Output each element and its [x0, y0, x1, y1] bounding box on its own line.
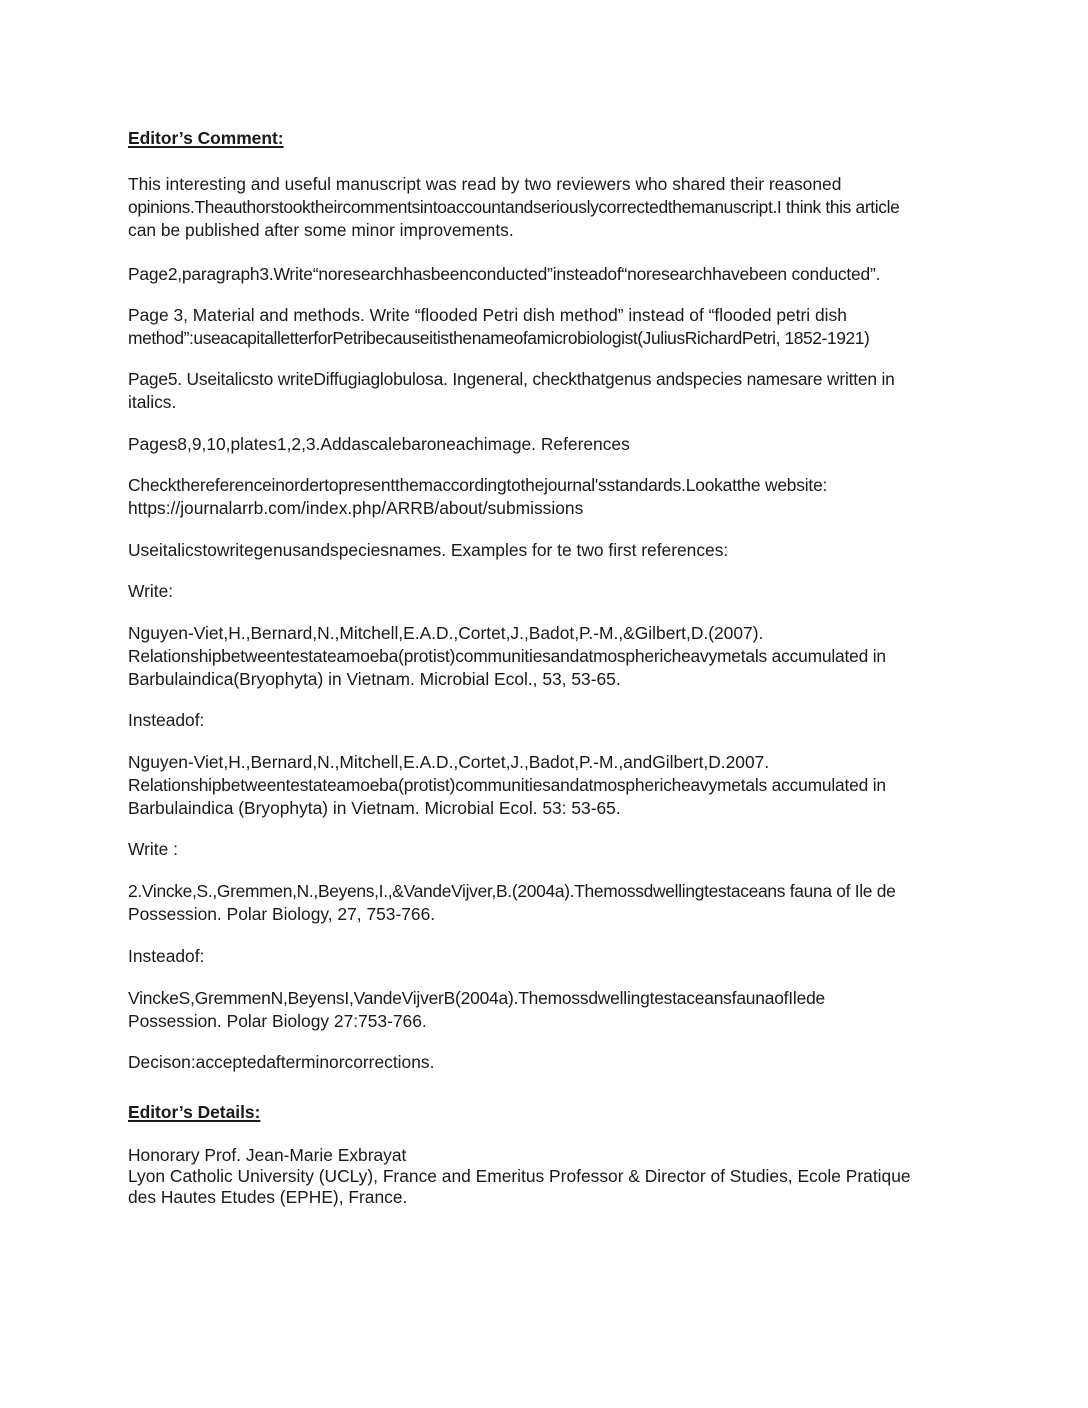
page5-line-1: Page5. Useitalicsto writeDiffugiaglobulosa. Ingeneral, checkthatgenus andspecies namesare written in: [128, 369, 895, 389]
pages8-line: Pages8,9,10,plates1,2,3.Addascalebaroneachimage. References: [128, 434, 630, 454]
ref1-correct-line-1: Nguyen-Viet,H.,Bernard,N.,Mitchell,E.A.D.,Cortet,J.,Badot,P.-M.,&Gilbert,D.(2007).: [128, 623, 764, 643]
italics-comment: [128, 539, 958, 562]
write-label-2-text: Write :: [128, 839, 178, 859]
check-references-comment: [128, 474, 958, 520]
editor-details: [128, 1145, 958, 1208]
instead-label-1-text: Insteadof:: [128, 710, 205, 730]
reference-2-correct: [128, 880, 958, 926]
page2-line: Page2,paragraph3.Write“noresearchhasbeenconducted”insteadof“noresearchhavebeen conducted”.: [128, 264, 881, 284]
editor-comment-heading: Editor’s Comment:: [128, 128, 284, 148]
editor-affiliation-line-2: des Hautes Etudes (EPHE), France.: [128, 1187, 408, 1207]
reference-1-wrong: [128, 751, 958, 820]
page5-comment: [128, 368, 958, 414]
editor-affiliation-line-1: Lyon Catholic University (UCLy), France and Emeritus Professor & Director of Studies, Ecole Pratique: [128, 1166, 911, 1186]
decision-line: [128, 1051, 958, 1074]
pages8-comment: [128, 433, 958, 456]
instead-label-2-text: Insteadof:: [128, 946, 205, 966]
intro-line-3: can be published after some minor improvements.: [128, 220, 514, 240]
intro-line-2: opinions.Theauthorstooktheircommentsintoaccountandseriouslycorrectedthemanuscript.I think this article: [128, 197, 900, 217]
reference-2-wrong: [128, 987, 958, 1033]
check-line-1: Checkthereferenceinordertopresentthemaccordingtothejournal'sstandards.Lookatthe website:: [128, 475, 828, 495]
ref2-correct-line-1: 2.Vincke,S.,Gremmen,N.,Beyens,I.,&VandeVijver,B.(2004a).Themossdwellingtestaceans fauna of Ile de: [128, 881, 896, 901]
reference-1-correct: [128, 622, 958, 691]
ref2-wrong-line-1: VinckeS,GremmenN,BeyensI,VandeVijverB(2004a).ThemossdwellingtestaceansfaunaofIlede: [128, 988, 826, 1008]
italics-line: Useitalicstowritegenusandspeciesnames. Examples for te two first references:: [128, 540, 729, 560]
instead-label-1: [128, 709, 958, 732]
write-label-1-text: Write:: [128, 581, 174, 601]
ref2-wrong-line-2: Possession. Polar Biology 27:753-766.: [128, 1011, 427, 1031]
intro-line-1: This interesting and useful manuscript was read by two reviewers who shared their reasoned: [128, 174, 842, 194]
instead-label-2: [128, 945, 958, 968]
page5-line-2: italics.: [128, 392, 177, 412]
ref1-wrong-line-1: Nguyen-Viet,H.,Bernard,N.,Mitchell,E.A.D.,Cortet,J.,Badot,P.-M.,andGilbert,D.2007.: [128, 752, 770, 772]
write-label-1: [128, 580, 958, 603]
journal-url-link[interactable]: https://journalarrb.com/index.php/ARRB/about/submissions: [128, 498, 584, 518]
page3-line-2: method”:useacapitalletterforPetribecauseitisthenameofamicrobiologist(JuliusRichardPetri, 1852-1921): [128, 328, 870, 348]
ref1-wrong-line-3: Barbulaindica (Bryophyta) in Vietnam. Microbial Ecol. 53: 53-65.: [128, 798, 621, 818]
decision-text: Decison:acceptedafterminorcorrections.: [128, 1052, 435, 1072]
editor-details-heading: Editor’s Details:: [128, 1102, 261, 1122]
intro-paragraph: [128, 173, 958, 242]
ref1-correct-line-2: Relationshipbetweentestateamoeba(protist)communitiesandatmosphericheavymetals accumulated in: [128, 646, 886, 666]
ref1-correct-line-3: Barbulaindica(Bryophyta) in Vietnam. Microbial Ecol., 53, 53-65.: [128, 669, 621, 689]
editor-name: Honorary Prof. Jean-Marie Exbrayat: [128, 1145, 407, 1165]
page2-comment: [128, 263, 958, 286]
page3-line-1: Page 3, Material and methods. Write “flooded Petri dish method” instead of “flooded petri dish: [128, 305, 847, 325]
write-label-2: [128, 838, 958, 861]
page3-comment: [128, 304, 958, 350]
ref2-correct-line-2: Possession. Polar Biology, 27, 753-766.: [128, 904, 436, 924]
ref1-wrong-line-2: Relationshipbetweentestateamoeba(protist)communitiesandatmosphericheavymetals accumulated in: [128, 775, 886, 795]
